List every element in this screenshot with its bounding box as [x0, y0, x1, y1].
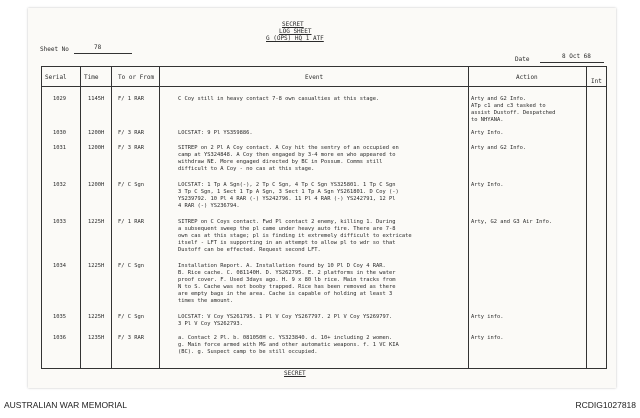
- row-event-line: Installation Report. A. Installation found by 10 Pl D Coy 4 RAR.: [178, 263, 386, 269]
- col-header-time: Time: [84, 74, 99, 81]
- table-right-border: [606, 66, 607, 369]
- col-header-to-from: To or From: [118, 74, 155, 81]
- row-time: 1200H: [88, 130, 105, 136]
- row-event-line: times the amount.: [178, 298, 234, 304]
- row-to-from: F/ C Sgn: [118, 263, 144, 269]
- row-action-line: Arty, G2 and G3 Air Info.: [471, 219, 553, 225]
- row-event-line: C Coy still in heavy contact 7-8 own casualties at this stage.: [178, 96, 380, 102]
- divider-event: [468, 66, 469, 369]
- row-event-line: a subsequent sweep the pl came under heavy auto fire. There are 7-8: [178, 226, 396, 232]
- row-serial: 1031: [53, 145, 66, 151]
- row-event-line: a. Contact 2 Pl. b. 081050H c. YS323840. d. 10+ including 2 women.: [178, 335, 393, 341]
- row-event-line: itself - LFT is supporting in an attempt to allow pl to wdr so that: [178, 240, 396, 246]
- date-value: 8 Oct 68: [562, 53, 591, 60]
- archive-footer: [0, 397, 640, 413]
- row-to-from: F/ 3 RAR: [118, 335, 144, 341]
- row-action-line: Arty Info.: [471, 130, 504, 136]
- row-action-line: Arty info.: [471, 335, 504, 341]
- row-event-line: proof cover. F. Used 3days ago. H. 9 x 80 lb rice. Main tracks from: [178, 277, 396, 283]
- divider-serial: [80, 66, 81, 369]
- col-header-serial: Serial: [45, 74, 67, 81]
- row-event-line: N to S. Cache was not booby trapped. Rice has been removed as there: [178, 284, 396, 290]
- row-serial: 1034: [53, 263, 66, 269]
- row-to-from: F/ 3 RAR: [118, 145, 144, 151]
- sheet-number: 78: [94, 44, 102, 51]
- col-header-event: Event: [305, 74, 324, 81]
- row-time: 1225H: [88, 314, 105, 320]
- table-bottom-border: [41, 368, 606, 369]
- row-time: 1200H: [88, 182, 105, 188]
- log-sheet: [28, 8, 616, 388]
- sheet-label: Sheet No: [40, 46, 69, 53]
- row-action-line: assist Dustoff. Despatched: [471, 110, 556, 116]
- table-left-border: [41, 66, 42, 369]
- row-event-line: YS239792. 10 Pl 4 RAR (-) YS242796. 11 Pl 4 RAR (-) YS242791, 12 Pl: [178, 196, 396, 202]
- row-event-line: 4 RAR (-) YS236794.: [178, 203, 240, 209]
- footer-reference: RCDIG1027818: [575, 400, 636, 410]
- row-to-from: F/ 1 RAR: [118, 96, 144, 102]
- row-event-line: own cas at this stage; pl is finding it extremely difficult to extricate: [178, 233, 412, 239]
- footer-credit: AUSTRALIAN WAR MEMORIAL: [4, 400, 127, 410]
- row-serial: 1036: [53, 335, 66, 341]
- row-action-line: ATp c1 and c3 tasked to: [471, 103, 546, 109]
- row-event-line: SITREP on 2 Pl A Coy contact. A Coy hit the sentry of an occupied en: [178, 145, 399, 151]
- row-event-line: 3 Pl V Coy YS262793.: [178, 321, 243, 327]
- row-event-line: are empty bags in the area. Cache is capable of holding at least 3: [178, 291, 393, 297]
- classification-bottom: SECRET: [284, 370, 306, 377]
- col-header-action: Action: [516, 74, 538, 81]
- row-action-line: Arty Info.: [471, 182, 504, 188]
- row-serial: 1033: [53, 219, 66, 225]
- date-underline: [540, 62, 604, 63]
- row-action-line: to NHYANA.: [471, 117, 504, 123]
- divider-action: [586, 66, 587, 369]
- divider-time: [111, 66, 112, 369]
- classification-top: SECRET: [282, 21, 304, 28]
- row-event-line: Dustoff can be effected. Request second LFT.: [178, 247, 321, 253]
- row-serial: 1032: [53, 182, 66, 188]
- row-event-line: LOCSTAT: V Coy YS261795. 1 Pl V Coy YS267797. 2 Pl V Coy YS269797.: [178, 314, 393, 320]
- row-event-line: camp at YS324848. A Coy then engaged by 3-4 more en who appeared to: [178, 152, 396, 158]
- row-event-line: withdraw NE. More engaged directed by BC in Possum. Comms still: [178, 159, 383, 165]
- row-to-from: F/ C Sgn: [118, 182, 144, 188]
- row-serial: 1030: [53, 130, 66, 136]
- row-to-from: F/ 1 RAR: [118, 219, 144, 225]
- row-event-line: difficult to A Coy - no cas at this stage.: [178, 166, 315, 172]
- sheet-number-underline: [74, 53, 132, 54]
- row-time: 1235H: [88, 335, 105, 341]
- row-event-line: g. Main force armed with MG and other automatic weapons. f. 1 VC KIA: [178, 342, 399, 348]
- unit-title: G (OPS) HQ 1 ATF: [266, 35, 324, 42]
- row-event-line: SITREP on C Coys contact. Fwd Pl contact 2 enemy, killing 1. During: [178, 219, 396, 225]
- row-serial: 1029: [53, 96, 66, 102]
- col-header-int: Int: [591, 78, 602, 85]
- row-serial: 1035: [53, 314, 66, 320]
- table-header-border: [41, 86, 606, 87]
- divider-to-from: [159, 66, 160, 369]
- date-label: Date: [515, 56, 530, 63]
- row-action-line: Arty and G2 Info.: [471, 145, 527, 151]
- row-event-line: LOCSTAT: 9 Pl YS359886.: [178, 130, 253, 136]
- row-action-line: Arty info.: [471, 314, 504, 320]
- log-sheet-title: LOG SHEET: [279, 28, 312, 35]
- row-time: 1145H: [88, 96, 105, 102]
- row-event-line: LOCSTAT: 1 Tp A Sgn(-), 2 Tp C Sgn, 4 Tp C Sgn YS325801. 1 Tp C Sgn: [178, 182, 396, 188]
- row-action-line: Arty and G2 Info.: [471, 96, 527, 102]
- row-to-from: F/ 3 RAR: [118, 130, 144, 136]
- row-time: 1200H: [88, 145, 105, 151]
- row-event-line: (BC). g. Suspect camp to be still occupied.: [178, 349, 318, 355]
- row-time: 1225H: [88, 219, 105, 225]
- row-event-line: B. Rice cache. C. 081140H. D. YS262795. E. 2 platforms in the water: [178, 270, 396, 276]
- table-top-border: [41, 66, 606, 67]
- row-to-from: F/ C Sgn: [118, 314, 144, 320]
- row-event-line: 3 Tp C Sgn, 1 Sect 1 Tp A Sgn, 3 Sect 1 Tp A Sgn YS261801. D Coy (-): [178, 189, 399, 195]
- row-time: 1225H: [88, 263, 105, 269]
